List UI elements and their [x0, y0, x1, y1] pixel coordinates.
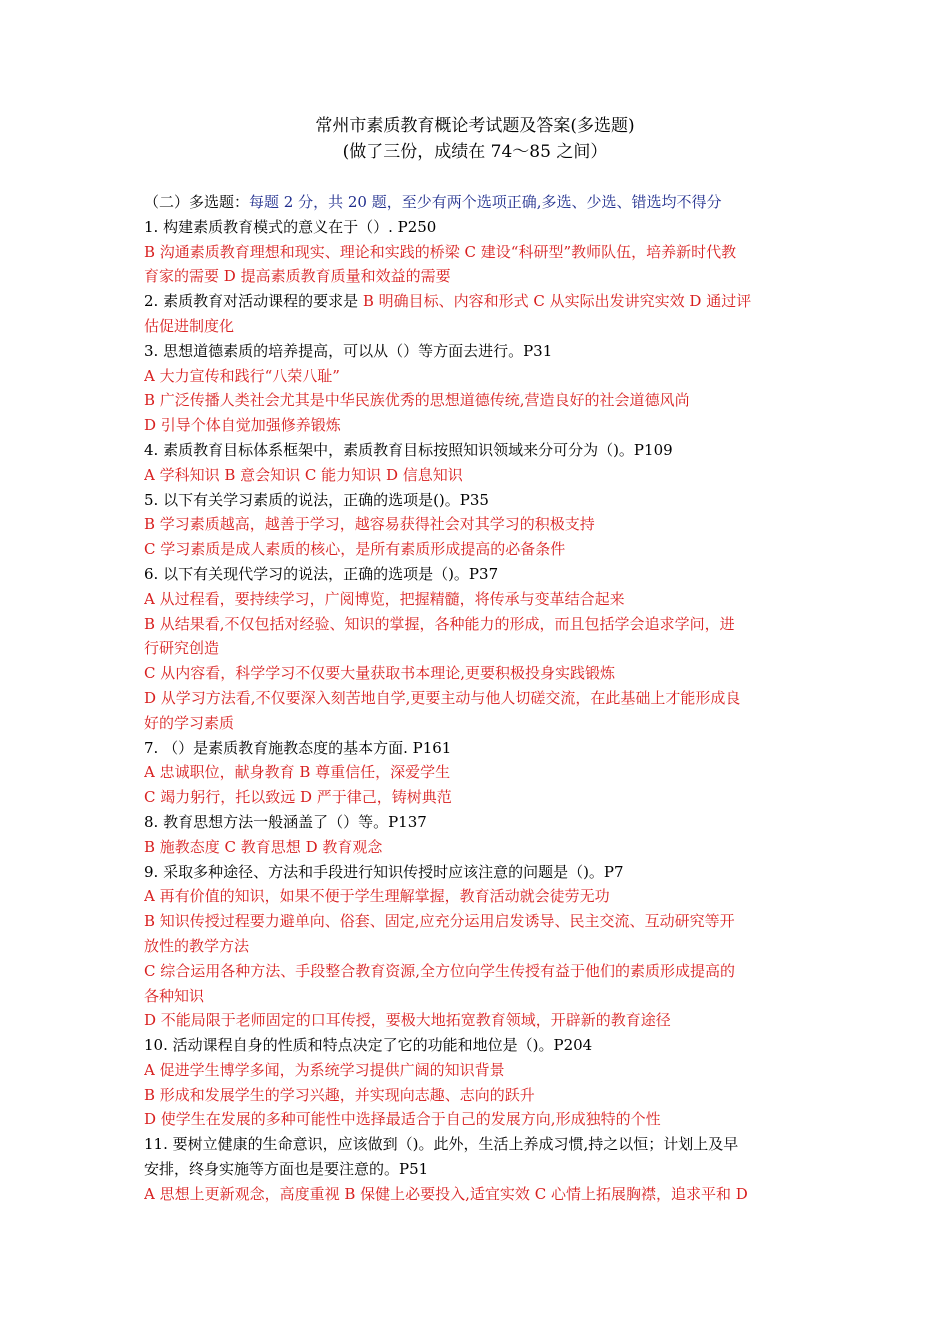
section-heading [144, 190, 812, 215]
question-text: 6. 以下有关现代学习的说法，正确的选项是（)。P37 [144, 564, 499, 583]
answer-row [144, 835, 812, 860]
answer-text: 好的学习素质 [144, 713, 235, 732]
answer-row [144, 785, 812, 810]
question-lines [144, 215, 812, 1207]
question-row [144, 736, 812, 761]
document-title: 常州市素质教育概论考试题及答案(多选题) [315, 116, 635, 136]
question-text: 5. 以下有关学习素质的说法，正确的选项是()。P35 [144, 490, 489, 509]
answer-text: B 广泛传播人类社会尤其是中华民族优秀的思想道德传统,营造良好的社会道德风尚 [144, 391, 690, 410]
question-list [144, 190, 812, 1207]
question-row [144, 1157, 812, 1182]
answer-row [144, 1182, 812, 1207]
question-text: 10. 活动课程自身的性质和特点决定了它的功能和地位是（)。P204 [144, 1036, 593, 1055]
answer-row [144, 636, 812, 661]
question-text: 11. 要树立健康的生命意识，应该做到（)。此外，生活上养成习惯,持之以恒；计划上及早 [144, 1135, 739, 1154]
question-text: 8. 教育思想方法一般涵盖了（）等。P137 [144, 812, 427, 831]
question-row [144, 810, 812, 835]
answer-text: C 综合运用各种方法、手段整合教育资源,全方位向学生传授有益于他们的素质形成提高的 [144, 961, 736, 980]
document-subtitle: (做了三份，成绩在 74～85 之间） [342, 142, 608, 162]
question-text: 2. 素质教育对活动课程的要求是 [144, 292, 363, 311]
question-row [144, 438, 812, 463]
answer-row [144, 884, 812, 909]
answer-row [144, 984, 812, 1009]
question-row [144, 1033, 812, 1058]
answer-row [144, 1107, 812, 1132]
answer-row [144, 711, 812, 736]
answer-row [144, 959, 812, 984]
answer-row [144, 1008, 812, 1033]
answer-text: 估促进制度化 [144, 316, 235, 335]
answer-row [144, 463, 812, 488]
answer-text: A 从过程看，要持续学习，广阅博览，把握精髓，将传承与变革结合起来 [144, 589, 625, 608]
answer-text: B 沟通素质教育理想和现实、理论和实践的桥梁 C 建设“科研型”教师队伍，培养新时代教 [144, 242, 737, 261]
question-row [144, 1132, 812, 1157]
question-row [144, 289, 812, 314]
answer-text: B 形成和发展学生的学习兴趣，并实现向志趣、志向的跃升 [144, 1085, 535, 1104]
answer-text: A 大力宣传和践行“八荣八耻” [144, 366, 340, 385]
answer-text: D 使学生在发展的多种可能性中选择最适合于自己的发展方向,形成独特的个性 [144, 1110, 661, 1129]
question-text: 1. 构建素质教育模式的意义在于（）. P250 [144, 217, 437, 236]
answer-text: D 从学习方法看,不仅要深入刻苦地自学,更要主动与他人切磋交流，在此基础上才能形成良 [144, 688, 741, 707]
answer-text: B 从结果看,不仅包括对经验、知识的掌握，各种能力的形成，而且包括学会追求学问，进 [144, 614, 735, 633]
answer-row [144, 686, 812, 711]
answer-text: B 知识传授过程要力避单向、俗套、固定,应充分运用启发诱导、民主交流、互动研究等开 [144, 912, 735, 931]
answer-text: C 竭力躬行，托以致远 D 严于律己，铸树典范 [144, 788, 452, 807]
question-row [144, 860, 812, 885]
answer-text: 放性的教学方法 [144, 936, 250, 955]
answer-row [144, 587, 812, 612]
answer-text: D 引导个体自觉加强修养锻炼 [144, 416, 341, 435]
answer-text: A 促进学生博学多闻，为系统学习提供广阔的知识背景 [144, 1060, 505, 1079]
question-row [144, 488, 812, 513]
answer-row [144, 612, 812, 637]
answer-text: A 再有价值的知识，如果不便于学生理解掌握，教育活动就会徒劳无功 [144, 887, 610, 906]
question-text: 3. 思想道德素质的培养提高，可以从（）等方面去进行。P31 [144, 341, 553, 360]
answer-row [144, 512, 812, 537]
answer-row [144, 1083, 812, 1108]
answer-text: 行研究创造 [144, 639, 220, 658]
question-row [144, 339, 812, 364]
question-text: 4. 素质教育目标体系框架中，素质教育目标按照知识领域来分可分为（)。P109 [144, 440, 673, 459]
answer-row [144, 934, 812, 959]
answer-text: 各种知识 [144, 986, 205, 1005]
answer-text: C 学习素质是成人素质的核心，是所有素质形成提高的必备条件 [144, 540, 566, 559]
answer-row [144, 264, 812, 289]
answer-text: B 施教态度 C 教育思想 D 教育观念 [144, 837, 383, 856]
answer-text: B 学习素质越高，越善于学习，越容易获得社会对其学习的积极支持 [144, 515, 595, 534]
question-row [144, 562, 812, 587]
question-row [144, 215, 812, 240]
answer-text: C 从内容看，科学学习不仅要大量获取书本理论,更要积极投身实践锻炼 [144, 664, 616, 683]
answer-text: A 学科知识 B 意会知识 C 能力知识 D 信息知识 [144, 465, 463, 484]
answer-row [144, 909, 812, 934]
answer-row [144, 364, 812, 389]
answer-row [144, 1058, 812, 1083]
answer-row [144, 388, 812, 413]
answer-row [144, 413, 812, 438]
answer-row [144, 661, 812, 686]
answer-row [144, 537, 812, 562]
section-rule: 每题 2 分，共 20 题，至少有两个选项正确,多选、少选、错选均不得分 [249, 193, 722, 211]
answer-text: 育家的需要 D 提高素质教育质量和效益的需要 [144, 267, 451, 286]
answer-row [144, 760, 812, 785]
answer-text: A 思想上更新观念，高度重视 B 保健上必要投入,适宜实效 C 心情上拓展胸襟，追求平和 D [144, 1184, 748, 1203]
answer-row [144, 314, 812, 339]
question-text: 7. （）是素质教育施教态度的基本方面. P161 [144, 738, 452, 757]
answer-text: B 明确目标、内容和形式 C 从实际出发讲究实效 D 通过评 [362, 292, 752, 311]
section-label: （二）多选题： [144, 193, 250, 211]
question-text: 9. 采取多种途径、方法和手段进行知识传授时应该注意的问题是（)。P7 [144, 862, 624, 881]
answer-row [144, 240, 812, 265]
answer-text: A 忠诚职位，献身教育 B 尊重信任，深爱学生 [144, 763, 451, 782]
question-text: 安排，终身实施等方面也是要注意的。P51 [144, 1160, 429, 1179]
answer-text: D 不能局限于老师固定的口耳传授，要极大地拓宽教育领域，开辟新的教育途径 [144, 1011, 671, 1030]
